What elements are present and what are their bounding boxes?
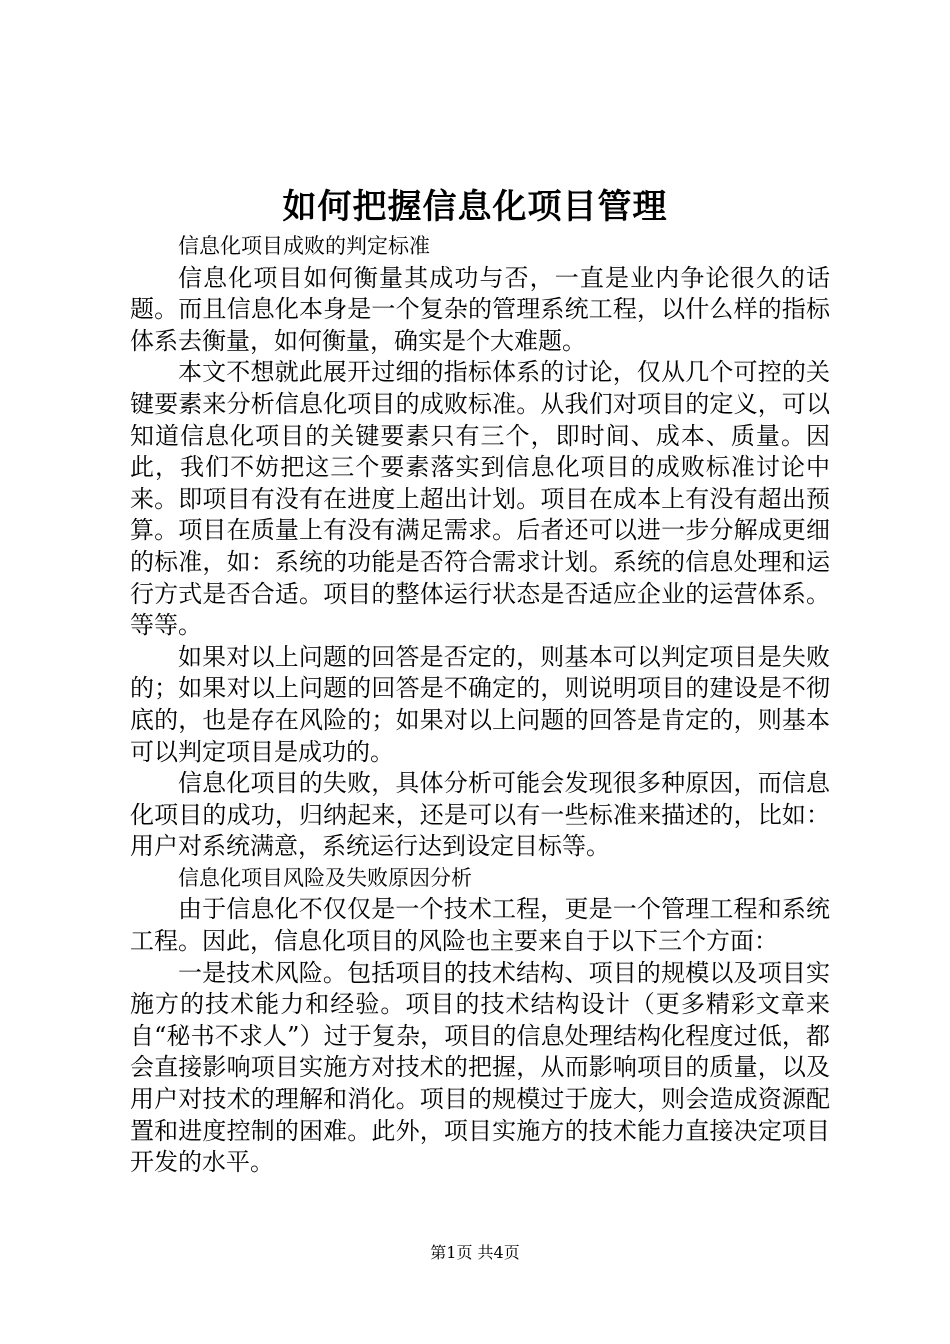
body-paragraph: 本文不想就此展开过细的指标体系的讨论，仅从几个可控的关键要素来分析信息化项目的成败标准。从我们对项目的定义，可以知道信息化项目的关键要素只有三个，即时间、成本、质量。因此，我们不妨把这三个要素落实到信息化项目的成败标准讨论中来。即项目有没有在进度上超出计划。项目在成本上有没有超出预算。项目在质量上有没有满足需求。后者还可以进一步分解成更细的标准，如：系统的功能是否符合需求计划。系统的信息处理和运行方式是否合适。项目的整体运行状态是否适应企业的运营体系。等等。	[130, 358, 830, 640]
section-heading: 信息化项目成败的判定标准	[178, 234, 430, 258]
page-footer: 第1页 共4页	[430, 1243, 520, 1262]
body-paragraph: 如果对以上问题的回答是否定的，则基本可以判定项目是失败的；如果对以上问题的回答是不确定的，则说明项目的建设是不彻底的，也是存在风险的；如果对以上问题的回答是肯定的，则基本可以判定项目是成功的。	[130, 642, 830, 766]
document-title: 如何把握信息化项目管理	[282, 187, 668, 227]
body-paragraph: 由于信息化不仅仅是一个技术工程，更是一个管理工程和系统工程。因此，信息化项目的风险也主要来自于以下三个方面：	[130, 895, 830, 956]
body-paragraph: 一是技术风险。包括项目的技术结构、项目的规模以及项目实施方的技术能力和经验。项目的技术结构设计（更多精彩文章来自“秘书不求人”）过于复杂，项目的信息处理结构化程度过低，都会直接影响项目实施方对技术的把握，从而影响项目的质量，以及用户对技术的理解和消化。项目的规模过于庞大，则会造成资源配置和进度控制的困难。此外，项目实施方的技术能力直接决定项目开发的水平。	[130, 958, 830, 1177]
section-heading: 信息化项目风险及失败原因分析	[178, 865, 472, 890]
body-paragraph: 信息化项目的失败，具体分析可能会发现很多种原因，而信息化项目的成功，归纳起来，还是可以有一些标准来描述的，比如：用户对系统满意，系统运行达到设定目标等。	[130, 769, 830, 861]
document-body	[130, 231, 830, 1179]
body-paragraph: 信息化项目如何衡量其成功与否，一直是业内争论很久的话题。而且信息化本身是一个复杂的管理系统工程，以什么样的指标体系去衡量，如何衡量，确实是个大难题。	[130, 263, 830, 355]
